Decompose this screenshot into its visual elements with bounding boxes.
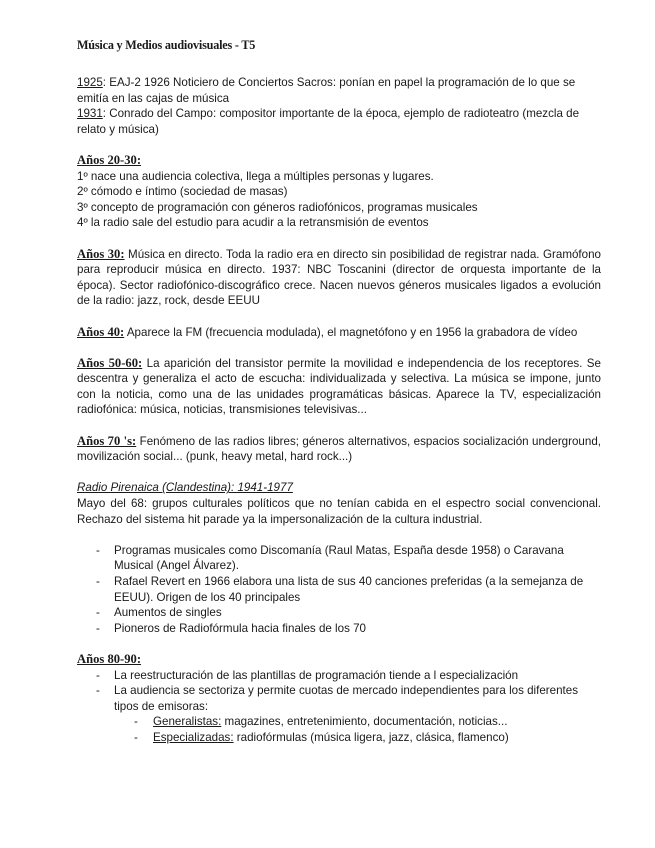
- section-70: [77, 434, 601, 465]
- heading-radio-pirenaica: Radio Pirenaica (Clandestina): 1941-1977: [77, 481, 293, 495]
- intro-1925: [77, 75, 601, 106]
- emisoras-sublist: [77, 714, 601, 745]
- pirenaica-list: [77, 543, 601, 637]
- especializadas-text: radiofórmulas (música ligera, jazz, clásica, flamenco): [233, 730, 509, 744]
- list-item: - Pioneros de Radiofórmula hacia finales de los 70: [77, 621, 601, 637]
- s40-text: Aparece la FM (frecuencia modulada), el magnetófono y en 1956 la grabadora de vídeo: [124, 325, 578, 339]
- generalistas-text: magazines, entretenimiento, documentación, noticias...: [221, 715, 508, 729]
- sublist-item-generalistas: [77, 714, 601, 730]
- s20-line-3: 3º concepto de programación con géneros radiofónicos, programas musicales: [77, 200, 478, 214]
- document-title: Música y Medios audiovisuales - T5: [77, 38, 256, 52]
- heading-80-90: Años 80-90:: [77, 651, 142, 666]
- sublist-item-especializadas: [77, 730, 601, 746]
- intro-1931: [77, 106, 601, 137]
- list-item: - La audiencia se sectoriza y permite cuotas de mercado independientes para los diferentes tipos de emisoras:: [77, 683, 601, 714]
- year-1931: 1931: [77, 107, 103, 121]
- section-30: [77, 247, 601, 309]
- document-body: [77, 75, 601, 746]
- pirenaica-text: Mayo del 68: grupos culturales políticos que no tenían cabida en el espectro social convencional. Rechazo del sistema hit parade ya la impersonalización de la cultura industrial.: [77, 497, 601, 526]
- s20-line-1: 1º nace una audiencia colectiva, llega a múltiples personas y lugares.: [77, 169, 434, 183]
- intro-1925-text: : EAJ-2 1926 Noticiero de Conciertos Sacros: ponían en papel la programación de lo que se emitía en las cajas de música: [77, 76, 576, 105]
- s20-line-4: 4º la radio sale del estudio para acudir a la retransmisión de eventos: [77, 216, 429, 230]
- label-generalistas: Generalistas:: [153, 715, 222, 729]
- heading-70: Años 70 's:: [77, 433, 137, 448]
- s50-text: La aparición del transistor permite la movilidad e independencia de los receptores. Se descentra y generaliza el acto de escucha: individualizada y selectiva. La música se impone, junto con la noticia, como una de las unidades programáticas básicas. Aparece la TV, especialización radiofónica: música, noticias, transmisiones televisivas...: [77, 356, 601, 417]
- list-item: - Rafael Revert en 1966 elabora una lista de sus 40 canciones preferidas (a la semejanza de EEUU). Origen de los 40 principales: [77, 574, 601, 605]
- heading-20-30: Años 20-30:: [77, 152, 142, 167]
- heading-30: Años 30:: [77, 246, 125, 261]
- s30-text: Música en directo. Toda la radio era en directo sin posibilidad de registrar nada. Gramófono para reproducir música en directo. 1937: NBC Toscanini (director de orquesta importante de la época). Sector radiofónico-discográfico crece. Nacen nuevos géneros musicales ligados a evolución de la radio: jazz, rock, desde EEUU: [77, 247, 601, 308]
- list-item: - Programas musicales como Discomanía (Raul Matas, España desde 1958) o Caravana Musical (Angel Álvarez).: [77, 543, 601, 574]
- intro-1931-text: : Conrado del Campo: compositor importante de la época, ejemplo de radioteatro (mezcla de relato y música): [77, 107, 580, 136]
- heading-40: Años 40:: [77, 324, 125, 339]
- s70-text: Fenómeno de las radios libres; géneros alternativos, espacios socialización underground, movilización social... (punk, heavy metal, hard rock...): [77, 434, 601, 464]
- label-especializadas: Especializadas:: [153, 730, 234, 744]
- s20-line-2: 2º cómodo e íntimo (sociedad de masas): [77, 185, 288, 199]
- list-item: - Aumentos de singles: [77, 605, 601, 621]
- heading-50-60: Años 50-60:: [77, 355, 143, 370]
- s80-list: [77, 668, 601, 715]
- section-40: [77, 325, 601, 341]
- list-item: - La reestructuración de las plantillas de programación tiende a l especialización: [77, 668, 601, 684]
- year-1925: 1925: [77, 76, 103, 89]
- section-50-60: [77, 356, 601, 418]
